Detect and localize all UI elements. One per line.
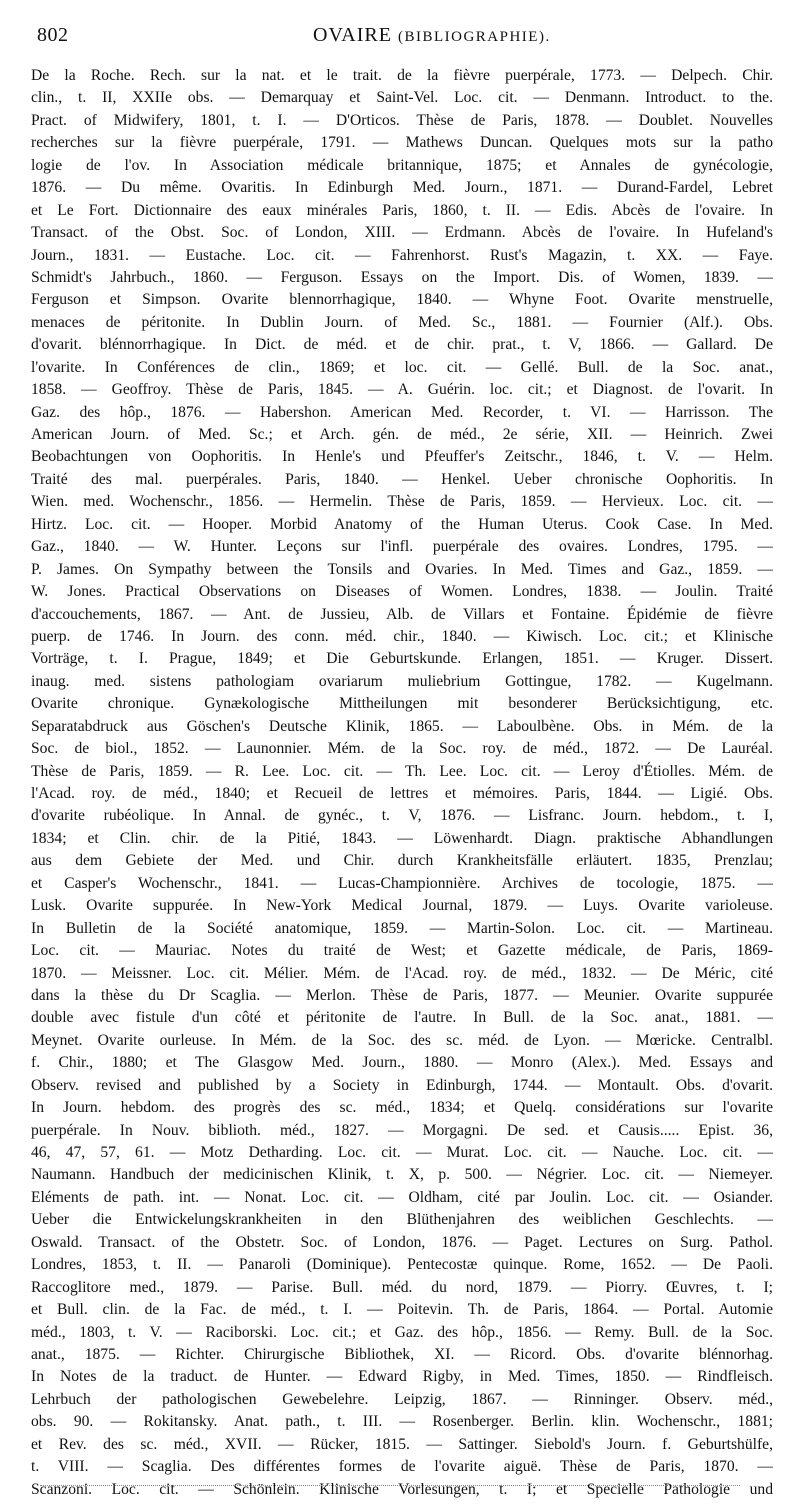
text-line: 1876. — Du même. Ovaritis. In Edinburgh Med. Journ., 1871. — Durand-Fardel, Lebret <box>31 179 773 197</box>
text-line: obs. 90. — Rokitansky. Anat. path., t. III. — Rosenberger. Berlin. klin. Wochenschr., 1881; <box>31 1413 773 1431</box>
text-line: et Bull. clin. de la Fac. de méd., t. I. — Poitevin. Th. de Paris, 1864. — Portal. Automie <box>31 1301 773 1319</box>
text-line: l'Acad. roy. de méd., 1840; et Recueil de lettres et mémoires. Paris, 1844. — Ligié. Obs. <box>31 785 773 802</box>
text-line: In Notes de la traduct. de Hunter. — Edward Rigby, in Med. Times, 1850. — Rindfleisch. <box>31 1368 773 1386</box>
text-line: American Journ. of Med. Sc.; et Arch. gén. de méd., 2e série, XII. — Heinrich. Zwei <box>31 426 773 443</box>
text-line: W. Jones. Practical Observations on Diseases of Women. Londres, 1838. — Joulin. Traité <box>31 583 773 601</box>
text-line: Vorträge, t. I. Prague, 1849; et Die Geburtskunde. Erlangen, 1851. — Kruger. Dissert. <box>31 650 773 668</box>
page-header <box>31 24 773 54</box>
text-line: Lehrbuch der pathologischen Gewebelehre. Leipzig, 1867. — Rinninger. Observ. méd., <box>31 1390 773 1408</box>
book-page <box>31 24 773 1501</box>
text-line: menaces de péritonite. In Dublin Journ. of Med. Sc., 1881. — Fournier (Alf.). Obs. <box>31 313 773 331</box>
text-line: logie de l'ov. In Association médicale britannique, 1875; et Annales de gynécologie, <box>31 156 773 174</box>
text-line: 1858. — Geoffroy. Thèse de Paris, 1845. — A. Guérin. loc. cit.; et Diagnost. de l'ovarit. In <box>31 381 773 399</box>
text-line: clin., t. II, XXIIe obs. — Demarquay et Saint-Vel. Loc. cit. — Denmann. Introduct. to the. <box>31 89 773 107</box>
text-line: d'ovarite rubéolique. In Annal. de gynéc., t. V, 1876. — Lisfranc. Journ. hebdom., t. I, <box>31 807 773 825</box>
text-line: Wien. med. Wochenschr., 1856. — Hermelin. Thèse de Paris, 1859. — Hervieux. Loc. cit. — <box>31 493 773 511</box>
text-line: 46, 47, 57, 61. — Motz Detharding. Loc. cit. — Murat. Loc. cit. — Nauche. Loc. cit. — <box>31 1144 773 1161</box>
text-line: Thèse de Paris, 1859. — R. Lee. Loc. cit. — Th. Lee. Loc. cit. — Leroy d'Étiolles. Mém. de <box>31 762 773 780</box>
text-line: Raccoglitore med., 1879. — Parise. Bull. méd. du nord, 1879. — Piorry. Œuvres, t. I; <box>31 1278 773 1296</box>
text-line: et Rev. des sc. méd., XVII. — Rücker, 1815. — Sattinger. Siebold's Journ. f. Geburtshülfe, <box>31 1435 773 1453</box>
text-line: Lusk. Ovarite suppurée. In New-York Medical Journal, 1879. — Luys. Ovarite varioleuse. <box>31 897 773 915</box>
text-line: Ueber die Entwickelungskrankheiten in den Blüthenjahren des weiblichen Geschlechts. — <box>31 1211 773 1229</box>
text-line: anat., 1875. — Richter. Chirurgische Bibliothek, XI. — Ricord. Obs. d'ovarite blénnorhag. <box>31 1345 773 1363</box>
text-line: Traité des mal. puerpérales. Paris, 1840. — Henkel. Ueber chronische Oophoritis. In <box>31 470 773 488</box>
text-line: 1870. — Meissner. Loc. cit. Mélier. Mém. de l'Acad. roy. de méd., 1832. — De Méric, cité <box>31 964 773 982</box>
text-line: t. VIII. — Scaglia. Des différentes formes de l'ovarite aiguë. Thèse de Paris, 1870. — <box>31 1458 773 1476</box>
running-title <box>313 24 551 47</box>
text-line: Loc. cit. — Mauriac. Notes du traité de West; et Gazette médicale, de Paris, 1869- <box>31 942 773 960</box>
text-line: Beobachtungen von Oophoritis. In Henle's und Pfeuffer's Zeitschr., 1846, t. V. — Helm. <box>31 448 773 466</box>
text-line: puerpérale. In Nouv. biblioth. méd., 1827. — Morgagni. De sed. et Causis..... Epist. 36, <box>31 1121 773 1139</box>
text-line: Schmidt's Jahrbuch., 1860. — Ferguson. Essays on the Import. Dis. of Women, 1839. — <box>31 268 773 286</box>
text-line: Hirtz. Loc. cit. — Hooper. Morbid Anatomy of the Human Uterus. Cook Case. In Med. <box>31 515 773 533</box>
bibliography-text <box>31 65 773 1501</box>
text-line: In Bulletin de la Société anatomique, 1859. — Martin-Solon. Loc. cit. — Martineau. <box>31 919 773 937</box>
text-line: aus dem Gebiete der Med. und Chir. durch Krankheitsfälle erläutert. 1835, Prenzlau; <box>31 852 773 870</box>
text-line: Soc. de biol., 1852. — Launonnier. Mém. de la Soc. roy. de méd., 1872. — De Lauréal. <box>31 740 773 758</box>
text-line: In Journ. hebdom. des progrès des sc. méd., 1834; et Quelq. considérations sur l'ovarite <box>31 1099 773 1117</box>
text-line: P. James. On Sympathy between the Tonsils and Ovaries. In Med. Times and Gaz., 1859. — <box>31 560 773 578</box>
text-line: f. Chir., 1880; et The Glasgow Med. Journ., 1880. — Monro (Alex.). Med. Essays and <box>31 1054 773 1072</box>
footer-rule <box>40 1485 740 1486</box>
text-line: Meynet. Ovarite ourleuse. In Mém. de la Soc. des sc. méd. de Lyon. — Mœricke. Centralbl. <box>31 1031 773 1049</box>
text-line: Gaz. des hôp., 1876. — Habershon. American Med. Recorder, t. VI. — Harrisson. The <box>31 403 773 421</box>
text-line: Separatabdruck aus Göschen's Deutsche Klinik, 1865. — Laboulbène. Obs. in Mém. de la <box>31 717 773 735</box>
running-title-main: OVAIRE <box>313 24 392 46</box>
text-line: Transact. of the Obst. Soc. of London, XIII. — Erdmann. Abcès de l'ovaire. In Hufeland's <box>31 224 773 242</box>
text-line: l'ovarite. In Conférences de clin., 1869; et loc. cit. — Gellé. Bull. de la Soc. anat., <box>31 358 773 376</box>
running-title-subtitle: (BIBLIOGRAPHIE). <box>397 29 551 45</box>
text-line: Londres, 1853, t. II. — Panaroli (Dominique). Pentecostæ quinque. Rome, 1652. — De Paoli. <box>31 1256 773 1274</box>
text-line: d'accouchements, 1867. — Ant. de Jussieu, Alb. de Villars et Fontaine. Épidémie de fièvre <box>31 605 773 623</box>
text-line: Journ., 1831. — Eustache. Loc. cit. — Fahrenhorst. Rust's Magazin, t. XX. — Faye. <box>31 246 773 264</box>
text-line: d'ovarit. blénnorrhagique. In Dict. de méd. et de chir. prat., t. V, 1866. — Gallard. De <box>31 336 773 354</box>
text-line: puerp. de 1746. In Journ. des conn. méd. chir., 1840. — Kiwisch. Loc. cit.; et Klinische <box>31 627 773 645</box>
text-line: méd., 1803, t. V. — Raciborski. Loc. cit.; et Gaz. des hôp., 1856. — Remy. Bull. de la Soc. <box>31 1323 773 1341</box>
text-line: et Casper's Wochenschr., 1841. — Lucas-Championnière. Archives de tocologie, 1875. — <box>31 874 773 892</box>
text-line: Eléments de path. int. — Nonat. Loc. cit. — Oldham, cité par Joulin. Loc. cit. — Osiander. <box>31 1188 773 1206</box>
text-line: Ovarite chronique. Gynækologische Mittheilungen mit besonderer Berücksichtigung, etc. <box>31 695 773 713</box>
text-line: Naumann. Handbuch der medicinischen Klinik, t. X, p. 500. — Négrier. Loc. cit. — Niemeyer. <box>31 1166 773 1184</box>
text-line: Ferguson et Simpson. Ovarite blennorrhagique, 1840. — Whyne Foot. Ovarite menstruelle, <box>31 291 773 309</box>
text-line: inaug. med. sistens pathologiam ovariarum muliebrium Gottingue, 1782. — Kugelmann. <box>31 672 773 690</box>
text-line: dans la thèse du Dr Scaglia. — Merlon. Thèse de Paris, 1877. — Meunier. Ovarite suppurée <box>31 986 773 1004</box>
text-line: Oswald. Transact. of the Obstetr. Soc. of London, 1876. — Paget. Lectures on Surg. Pathol. <box>31 1233 773 1251</box>
text-line: Pract. of Midwifery, 1801, t. I. — D'Orticos. Thèse de Paris, 1878. — Doublet. Nouvelles <box>31 111 773 129</box>
text-line: recherches sur la fièvre puerpérale, 1791. — Mathews Duncan. Quelques mots sur la patho <box>31 134 773 152</box>
page-number: 802 <box>37 24 69 46</box>
text-line: 1834; et Clin. chir. de la Pitié, 1843. — Löwenhardt. Diagn. praktische Abhandlungen <box>31 829 773 847</box>
text-line: et Le Fort. Dictionnaire des eaux minérales Paris, 1860, t. II. — Edis. Abcès de l'ovaire. In <box>31 201 773 219</box>
text-line: De la Roche. Rech. sur la nat. et le trait. de la fièvre puerpérale, 1773. — Delpech. Chir. <box>31 67 773 84</box>
text-line: Scanzoni. Loc. cit. — Schönlein. Klinische Vorlesungen, t. I; et Specielle Pathologie und <box>31 1480 773 1498</box>
text-line: Observ. revised and published by a Society in Edinburgh, 1744. — Montault. Obs. d'ovarit. <box>31 1076 773 1094</box>
text-line: double avec fistule d'un côté et péritonite de l'autre. In Bull. de la Soc. anat., 1881. — <box>31 1009 773 1027</box>
text-line: Gaz., 1840. — W. Hunter. Leçons sur l'infl. puerpérale des ovaires. Londres, 1795. — <box>31 538 773 556</box>
